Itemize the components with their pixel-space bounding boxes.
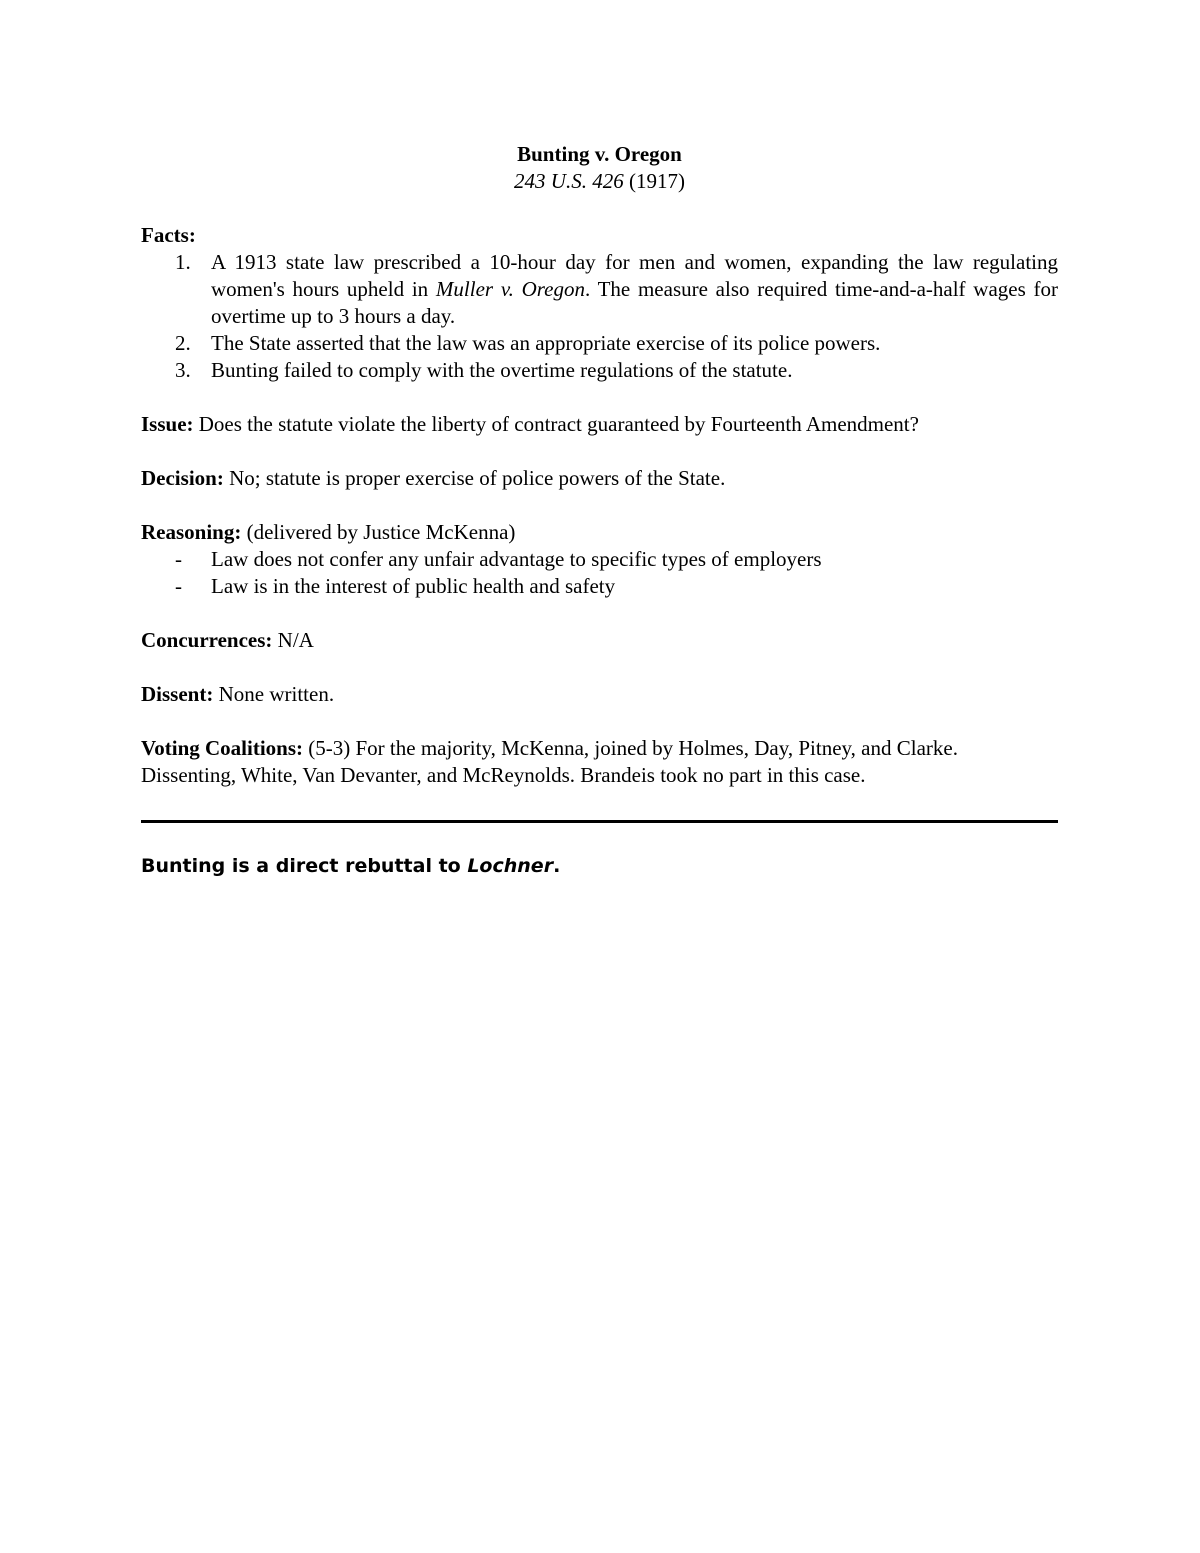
summary-note <box>141 853 1058 880</box>
dissent-text: None written. <box>218 682 335 706</box>
horizontal-rule <box>141 820 1058 823</box>
fact-text: The State asserted that the law was an appropriate exercise of its police powers. <box>211 331 881 355</box>
fact-number: 1. <box>175 250 191 274</box>
citation-year: (1917) <box>628 169 685 193</box>
fact-text: . The measure also required time-and-a-half wages for overtime up to 3 hours a day. <box>211 277 1059 328</box>
reasoning-item <box>141 546 1058 573</box>
decision-section <box>141 465 1058 492</box>
reasoning-text: (delivered by Justice McKenna) <box>246 520 516 544</box>
issue-section <box>141 411 1058 438</box>
note-text: Bunting is a direct rebuttal to <box>141 855 468 877</box>
reasoning-item-text: Law is in the interest of public health and safety <box>211 574 616 598</box>
fact-item <box>141 249 1058 330</box>
fact-number: 3. <box>175 358 191 382</box>
concurrences-label: Concurrences: <box>141 628 273 652</box>
reasoning-item-text: Law does not confer any unfair advantage to specific types of employers <box>211 547 822 571</box>
fact-text: Bunting failed to comply with the overtime regulations of the statute. <box>211 358 793 382</box>
facts-list <box>141 249 1058 384</box>
facts-label: Facts: <box>141 223 196 247</box>
case-citation <box>141 168 1058 195</box>
voting-section <box>141 735 1058 789</box>
reasoning-item <box>141 573 1058 600</box>
case-reference: Muller v. Oregon <box>435 277 585 301</box>
case-title: Bunting v. Oregon <box>517 142 682 166</box>
decision-label: Decision: <box>141 466 224 490</box>
concurrences-section <box>141 627 1058 654</box>
reasoning-list <box>141 546 1058 600</box>
fact-item <box>141 357 1058 384</box>
dissent-label: Dissent: <box>141 682 214 706</box>
issue-text: Does the statute violate the liberty of contract guaranteed by Fourteenth Amendment? <box>198 412 919 436</box>
dissent-section <box>141 681 1058 708</box>
fact-item <box>141 330 1058 357</box>
issue-label: Issue: <box>141 412 194 436</box>
note-case-reference: Lochner <box>467 855 554 877</box>
fact-number: 2. <box>175 331 191 355</box>
concurrences-text: N/A <box>277 628 314 652</box>
bullet-dash: - <box>175 547 182 571</box>
reasoning-section <box>141 519 1058 546</box>
note-text: . <box>553 855 561 877</box>
case-brief <box>141 141 1058 789</box>
citation-reporter: 243 U.S. 426 <box>514 169 624 193</box>
decision-text: No; statute is proper exercise of police powers of the State. <box>229 466 726 490</box>
voting-label: Voting Coalitions: <box>141 736 304 760</box>
voting-text: (5-3) For the majority, McKenna, joined by Holmes, Day, Pitney, and Clarke. Dissenting, White, Van Devanter, and McReynolds. Brandeis took no part in this case. <box>141 736 958 787</box>
bullet-dash: - <box>175 574 182 598</box>
reasoning-label: Reasoning: <box>141 520 242 544</box>
fact-text: A 1913 state law prescribed a 10-hour day for men and women, expanding the law regulating women's hours upheld in <box>211 250 1058 301</box>
